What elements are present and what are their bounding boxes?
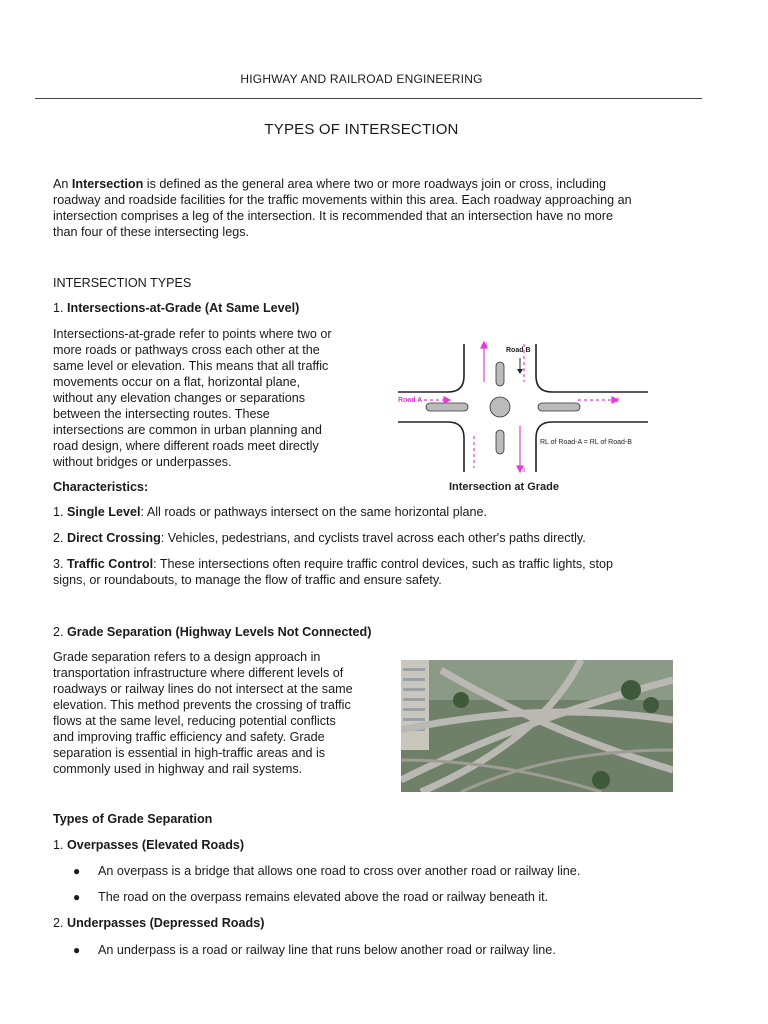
type1-line: between the intersecting routes. These [53,407,270,421]
intro-line-1: An Intersection is defined as the general area where two or more roadways join or cross, including [53,177,607,191]
characteristic-3-line-2: signs, or roundabouts, to manage the flow of traffic and ensure safety. [53,573,442,587]
header-rule [35,98,702,99]
movement-label-1: 1 [485,343,489,349]
characteristics-label: Characteristics: [53,480,149,494]
types-grade-separation-heading: Types of Grade Separation [53,812,213,826]
type1-paragraph [53,326,332,470]
type1-line: intersections are common in urban planning and [53,423,322,437]
characteristic-2: 2. Direct Crossing: Vehicles, pedestrians, and cyclists travel across each other's paths directly. [53,531,586,545]
type1-heading: 1. Intersections-at-Grade (At Same Level) [53,301,300,315]
overpasses-heading: 1. Overpasses (Elevated Roads) [53,838,245,852]
figure-caption: Intersection at Grade [448,481,560,493]
intro-line-3: intersection comprises a leg of the intersection. It is recommended that an intersection have no more [53,209,614,223]
type2-line: commonly used in highway and rail systems. [53,762,303,776]
movement-label-3: 3 [522,468,526,474]
type1-line: more roads or pathways cross each other at the [53,343,320,357]
type1-line: Intersections-at-grade refer to points where two or [53,327,332,341]
type1-line: road design, where different roads meet directly [53,439,319,453]
bullet-icon: ● [73,864,81,878]
bullet-icon: ● [73,890,81,904]
rl-equation: RL of Road-A = RL of Road-B [540,439,632,446]
section-heading: INTERSECTION TYPES [53,276,192,290]
type2-paragraph [53,649,353,777]
type2-line: transportation infrastructure where different levels of [53,666,344,680]
overpass-bullet-2: ● The road on the overpass remains elevated above the road or railway beneath it. [73,890,549,904]
intro-line-4: than four of these intersecting legs. [53,225,250,239]
type1-line: without bridges or underpasses. [53,455,232,469]
intro-paragraph [53,176,632,240]
type1-line: movements occur on a flat, horizontal plane, [53,375,301,389]
type2-line: roadways or railway lines do not intersect at the same [53,682,353,696]
type2-line: flows at the same level, reducing potential conflicts [53,714,336,728]
aerial-interchange-photo [401,660,673,792]
bullet-icon: ● [73,943,81,957]
characteristic-1: 1. Single Level: All roads or pathways intersect on the same horizontal plane. [53,505,488,519]
type2-line: separation is essential in high-traffic areas and is [53,746,326,760]
running-header: HIGHWAY AND RAILROAD ENGINEERING [240,72,483,86]
underpasses-heading: 2. Underpasses (Depressed Roads) [53,916,265,930]
movement-label-2: 2 [616,398,620,404]
type1-line: without any elevation changes or separations [53,391,306,405]
intersection-at-grade-figure [386,336,662,496]
overpass-bullet-1: ● An overpass is a bridge that allows one road to cross over another road or railway line. [73,864,581,878]
underpass-bullet-1: ● An underpass is a road or railway line that runs below another road or railway line. [73,943,556,957]
road-a-label: Road A [398,397,423,404]
characteristic-3: 3. Traffic Control: These intersections often require traffic control devices, such as traffic lights, stop signs, or roundabouts, to manage the flow of traffic and ensure safety. [53,557,613,587]
road-b-label: Road B [506,347,531,354]
type2-line: Grade separation refers to a design approach in [53,650,321,664]
type2-heading: 2. Grade Separation (Highway Levels Not Connected) [53,625,372,639]
type1-line: same level or elevation. This means that all traffic [53,359,329,373]
type2-line: elevation. This method prevents the crossing of traffic [53,698,351,712]
type2-line: and improving traffic efficiency and safety. Grade [53,730,325,744]
intro-line-2: roadway and roadside facilities for the traffic movements within this area. Each roadway approaching an [53,193,632,207]
page-title: TYPES OF INTERSECTION [264,121,459,138]
